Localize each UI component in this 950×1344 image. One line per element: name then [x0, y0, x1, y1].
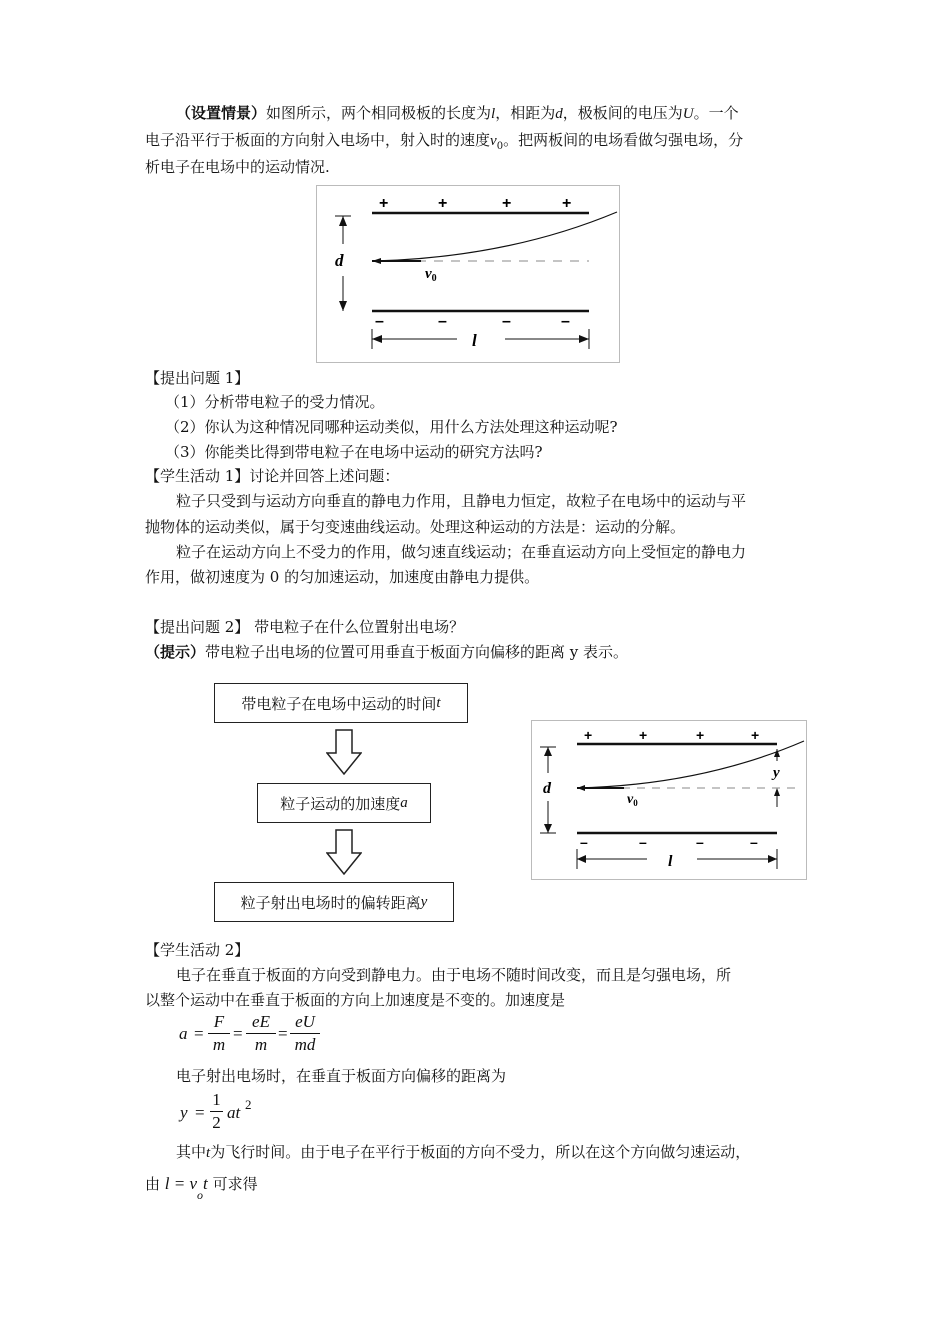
d-arrow-head — [544, 824, 552, 833]
intro-line-1 — [176, 103, 739, 124]
frac-f-m — [208, 1012, 230, 1055]
intro-text: 如图所示，两个相同极板的长度为 — [266, 104, 492, 122]
p3-text: 为飞行时间。由于电子在平行于板面的方向不受力，所以在这个方向做匀速运动， — [210, 1143, 751, 1161]
plus-sign: + — [696, 727, 705, 743]
frac-eu-md — [290, 1012, 320, 1055]
frac-den: m — [254, 1035, 268, 1054]
var-t: t — [206, 1145, 211, 1161]
q2-hint — [145, 642, 628, 662]
eq-sup: 2 — [245, 1097, 252, 1112]
l-arrow-head — [768, 855, 777, 863]
a2-p1-line-1: 电子在垂直于板面的方向受到静电力。由于电场不随时间改变，而且是匀强电场，所 — [176, 966, 732, 984]
eq-at: at — [227, 1103, 241, 1122]
frac-one-half — [210, 1090, 223, 1133]
q2-heading: 【提出问题 2】 带电粒子在什么位置射出电场？ — [145, 618, 465, 636]
a2-p3 — [176, 1142, 750, 1163]
label-y: y — [773, 765, 780, 781]
down-arrow-icon — [326, 829, 362, 875]
intro-text: 。一个 — [693, 104, 739, 122]
trajectory-curve — [372, 212, 617, 261]
label-d: d — [543, 780, 551, 797]
minus-sign: – — [502, 313, 511, 330]
l-arrow-head — [579, 335, 589, 343]
frac-den: m — [212, 1035, 226, 1054]
label-l: l — [668, 853, 673, 870]
d-arrow-head — [339, 301, 347, 311]
var-d: d — [555, 106, 563, 122]
var-y: y — [420, 893, 428, 910]
p3-text: 其中 — [176, 1143, 207, 1161]
l-arrow-head — [577, 855, 586, 863]
eq-sign: = — [195, 1103, 205, 1122]
intro-text: ，相距为 — [495, 104, 556, 122]
frac-den: 2 — [212, 1113, 221, 1132]
minus-sign: – — [580, 834, 588, 850]
figure-capacitor-2 — [531, 720, 807, 880]
plus-sign: + — [438, 195, 448, 212]
eq3-t: t — [203, 1174, 208, 1193]
a2-p2: 电子射出电场时，在垂直于板面方向偏移的距离为 — [176, 1067, 507, 1085]
plus-sign: + — [379, 195, 389, 212]
frac-num: eE — [252, 1012, 270, 1031]
frac-ee-m — [246, 1012, 276, 1055]
label-l: l — [472, 331, 477, 350]
minus-sign: – — [750, 834, 758, 850]
plus-sign: + — [584, 727, 593, 743]
eq3-sub: o — [197, 1188, 204, 1203]
frac-den: md — [294, 1035, 316, 1054]
minus-sign: – — [696, 834, 704, 850]
a2-p1-line-2: 以整个运动中在垂直于板面的方向上加速度是不变的。加速度是 — [145, 991, 566, 1009]
minus-sign: – — [438, 313, 447, 330]
hint-tag: （提示） — [145, 643, 206, 661]
d-arrow-head — [339, 216, 347, 226]
l-arrow-head — [372, 335, 382, 343]
flow-box-time — [214, 683, 468, 723]
intro-line-2 — [145, 130, 743, 157]
figure-2-svg — [532, 721, 806, 879]
eq-sign: = — [278, 1024, 288, 1043]
var-u: U — [682, 106, 694, 122]
q1-item-2: （2）你认为这种情况同哪种运动类似，用什么方法处理这种运动呢? — [165, 418, 618, 436]
label-v: $v_0$ — [425, 266, 437, 284]
a1-p1-line-2: 抛物体的运动类似，属于匀变速曲线运动。处理这种运动的方法是：运动的分解。 — [145, 518, 686, 536]
a1-p2-line-2: 作用，做初速度为 0 的匀加速运动，加速度由静电力提供。 — [145, 568, 540, 586]
q1-item-3: （3）你能类比得到带电粒子在电场中运动的研究方法吗? — [165, 443, 543, 461]
label-v: $v_0$ — [627, 792, 638, 808]
var-l: l — [491, 106, 496, 122]
eq-lhs: a — [179, 1024, 188, 1043]
flow-box-text: 粒子运动的加速度 — [280, 794, 401, 813]
frac-num: F — [213, 1012, 225, 1031]
q1-item-1: （1）分析带电粒子的受力情况。 — [165, 393, 385, 411]
plus-sign: + — [502, 195, 512, 212]
label-d: d — [335, 251, 344, 270]
q1-heading: 【提出问题 1】 — [145, 369, 250, 387]
var-t: t — [436, 694, 441, 711]
eq-sign: = — [233, 1024, 243, 1043]
minus-sign: – — [375, 313, 384, 330]
frac-num: eU — [295, 1012, 315, 1031]
var-a: a — [400, 794, 408, 811]
eq-sign: = — [194, 1024, 204, 1043]
intro-text: 电子沿平行于板面的方向射入电场中，射入时的速度 — [145, 131, 491, 149]
flow-box-text: 粒子射出电场时的偏转距离 — [240, 893, 421, 912]
trajectory-curve — [577, 741, 804, 788]
plus-sign: + — [751, 727, 760, 743]
figure-1-svg — [317, 186, 619, 362]
plus-sign: + — [639, 727, 648, 743]
a2-heading: 【学生活动 2】 — [145, 941, 250, 959]
flow-box-acceleration — [257, 783, 431, 823]
figure-capacitor-1 — [316, 185, 620, 363]
intro-text: ，极板间的电压为 — [562, 104, 683, 122]
down-arrow-icon — [326, 729, 362, 775]
flow-box-deflection — [214, 882, 454, 922]
flow-box-text: 带电粒子在电场中运动的时间 — [241, 694, 437, 713]
eq-l-vt — [164, 1174, 208, 1203]
intro-line-3: 析电子在电场中的运动情况. — [145, 158, 330, 176]
y-arrow-head — [774, 788, 780, 796]
intro-tag: （设置情景） — [176, 104, 267, 122]
a1-p2-line-1: 粒子在运动方向上不受力的作用，做匀速直线运动；在垂直运动方向上受恒定的静电力 — [176, 543, 747, 561]
hint-text: 带电粒子出电场的位置可用垂直于板面方向偏移的距离 y 表示。 — [205, 643, 629, 661]
eq-lhs: y — [180, 1103, 188, 1122]
frac-num: 1 — [212, 1090, 221, 1109]
intro-text: 。把两板间的电场看做匀强电场，分 — [503, 131, 744, 149]
eq3-main: l = v — [164, 1174, 198, 1193]
a1-p1-line-1: 粒子只受到与运动方向垂直的静电力作用，且静电力恒定，故粒子在电场中的运动与平 — [176, 492, 747, 510]
a1-heading: 【学生活动 1】讨论并回答上述问题： — [145, 467, 400, 485]
sub-zero: 0 — [496, 141, 504, 152]
var-v: v — [490, 133, 497, 149]
d-arrow-head — [544, 747, 552, 756]
plus-sign: + — [562, 195, 572, 212]
p4-text: 可求得 — [212, 1175, 258, 1193]
minus-sign: – — [639, 834, 647, 850]
minus-sign: – — [561, 313, 570, 330]
p4-text: 由 — [145, 1175, 161, 1193]
a2-p4 — [145, 1174, 258, 1203]
